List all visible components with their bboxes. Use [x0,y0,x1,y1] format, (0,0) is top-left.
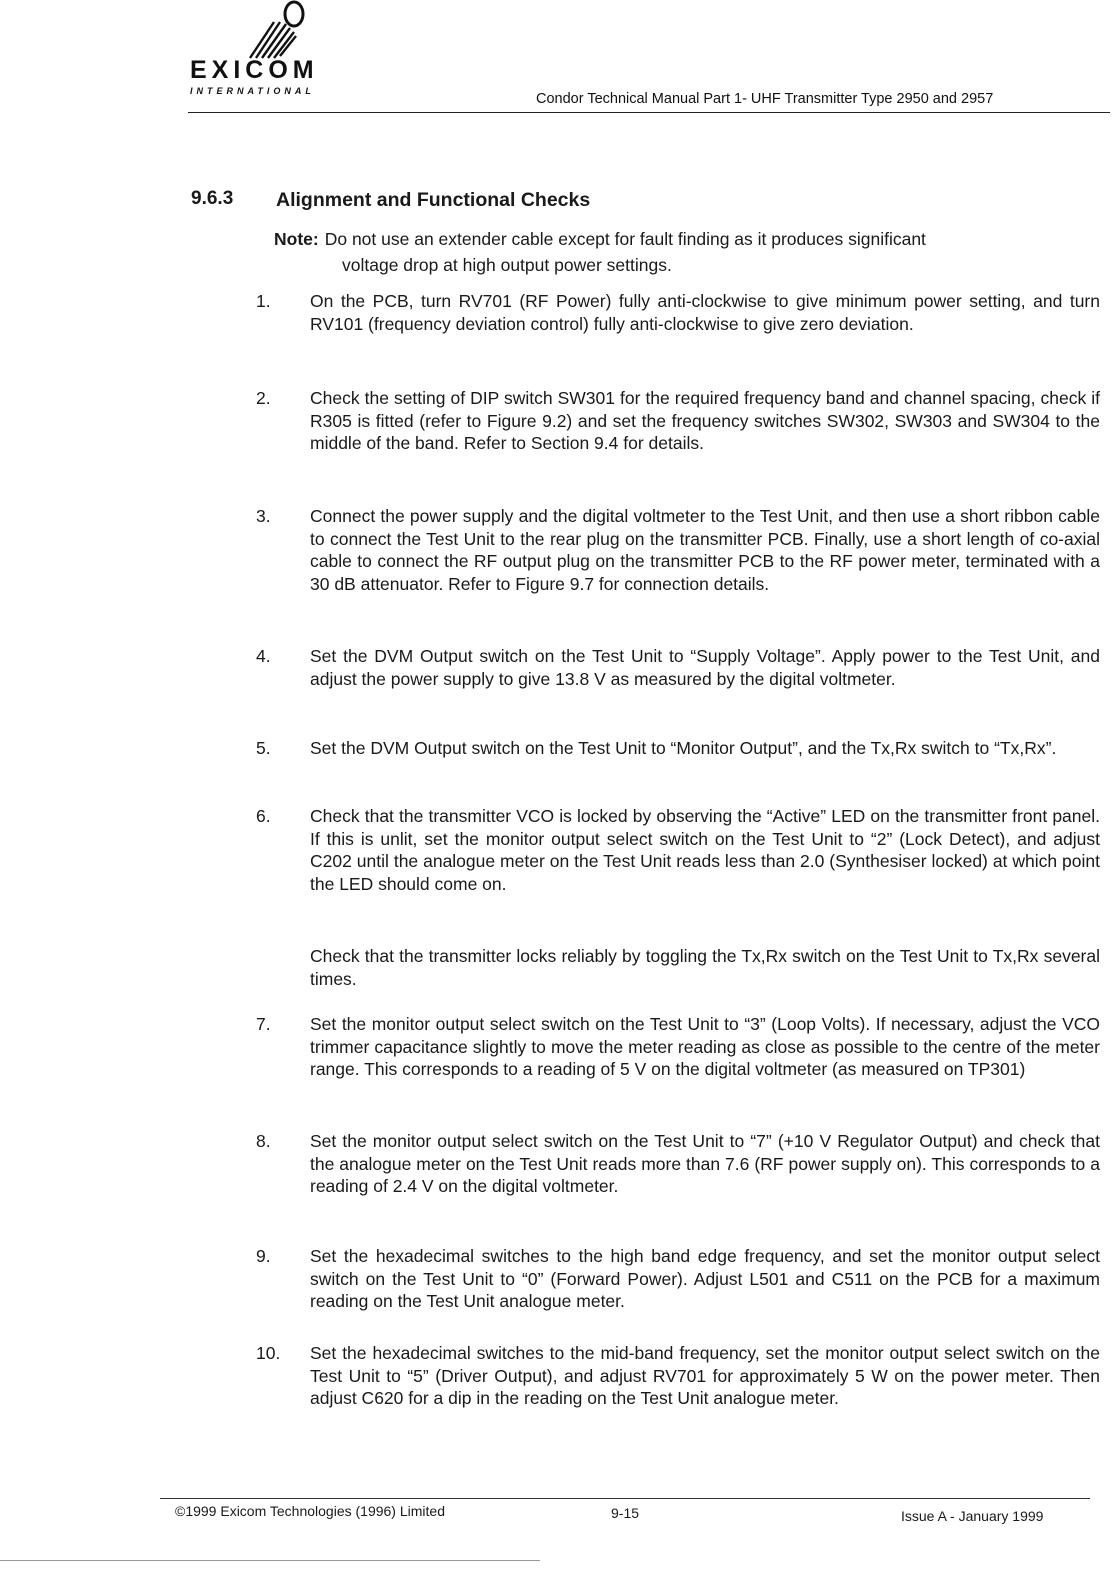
step-number: 4. [256,646,271,666]
step-text: Set the hexadecimal switches to the mid-band frequency, set the monitor output select switch on the Test Unit to “5” (Driver Output), and adjust RV701 for approximately 5 W on the power meter. Then adjust C620 for a dip in the reading on the Test Unit analogue meter. [310,1343,1100,1408]
step-text: Set the DVM Output switch on the Test Unit to “Monitor Output”, and the Tx,Rx switch to “Tx,Rx”. [310,738,1057,758]
footer-issue: Issue A - January 1999 [901,1508,1044,1524]
step-number: 8. [256,1131,271,1151]
section-number: 9.6.3 [191,188,234,209]
note-block [274,226,1106,278]
step-text: Check the setting of DIP switch SW301 for the required frequency band and channel spacing, check if R305 is fitted (refer to Figure 9.2) and set the frequency switches SW302, SW303 and SW304 to the middle of the band. Refer to Section 9.4 for details. [310,388,1100,453]
header-title: Condor Technical Manual Part 1- UHF Transmitter Type 2950 and 2957 [536,91,994,107]
footer-copyright: ©1999 Exicom Technologies (1996) Limited [175,1503,445,1519]
note-text-line2: voltage drop at high output power settings. [342,255,672,275]
footer-divider [160,1498,1090,1499]
step-number: 6. [256,806,271,826]
step-number: 7. [256,1014,271,1034]
logo-wordmark: EXICOM [190,56,319,84]
step-text: Set the DVM Output switch on the Test Unit to “Supply Voltage”. Apply power to the Test Unit, and adjust the power supply to give 13.8 V as measured by the digital voltmeter. [310,646,1100,689]
note-label: Note: [274,229,319,249]
step-text: Set the monitor output select switch on the Test Unit to “3” (Loop Volts). If necessary, adjust the VCO trimmer capacitance slightly to move the meter reading as close as possible to the centre of the meter range. This corresponds to a reading of 5 V on the digital voltmeter (as measured on TP301) [310,1014,1100,1079]
step-number: 9. [256,1246,271,1266]
step-text: Set the monitor output select switch on the Test Unit to “7” (+10 V Regulator Output) and check that the analogue meter on the Test Unit reads more than 7.6 (RF power supply on). This corresponds to a reading of 2.4 V on the digital voltmeter. [310,1131,1100,1196]
step-text: Check that the transmitter VCO is locked by observing the “Active” LED on the transmitter front panel. If this is unlit, set the monitor output select switch on the Test Unit to “2” (Lock Detect), and adjust C202 until the analogue meter on the Test Unit reads less than 2.0 (Synthesiser locked) at which point the LED should come on. [310,806,1100,894]
footer-page-number: 9-15 [611,1505,640,1521]
exicom-logo [188,0,368,96]
exicom-logo-icon [210,0,320,62]
step-text: Set the hexadecimal switches to the high band edge frequency, and set the monitor output select switch on the Test Unit to “0” (Forward Power). Adjust L501 and C511 on the PCB for a maximum reading on the Test Unit analogue meter. [310,1246,1100,1311]
step-number: 10. [256,1343,281,1363]
step-number: 2. [256,388,271,408]
step-text: On the PCB, turn RV701 (RF Power) fully anti-clockwise to give minimum power setting, and turn RV101 (frequency deviation control) fully anti-clockwise to give zero deviation. [310,291,1100,334]
logo-subtitle: INTERNATIONAL [190,86,315,96]
step-number: 1. [256,291,271,311]
step-text: Check that the transmitter locks reliably by toggling the Tx,Rx switch on the Test Unit to Tx,Rx several times. [310,946,1100,989]
step-number: 5. [256,738,271,758]
note-text-line1: Do not use an extender cable except for fault finding as it produces significant [324,229,926,249]
step-number: 3. [256,506,271,526]
header-divider [188,112,1110,113]
step-text: Connect the power supply and the digital voltmeter to the Test Unit, and then use a short ribbon cable to connect the Test Unit to the rear plug on the transmitter PCB. Finally, use a short length of co-axial cable to connect the RF output plug on the transmitter PCB to the RF power meter, terminated with a 30 dB attenuator. Refer to Figure 9.7 for connection details. [310,506,1100,594]
scan-edge-line [0,1560,540,1561]
section-title: Alignment and Functional Checks [276,189,591,211]
